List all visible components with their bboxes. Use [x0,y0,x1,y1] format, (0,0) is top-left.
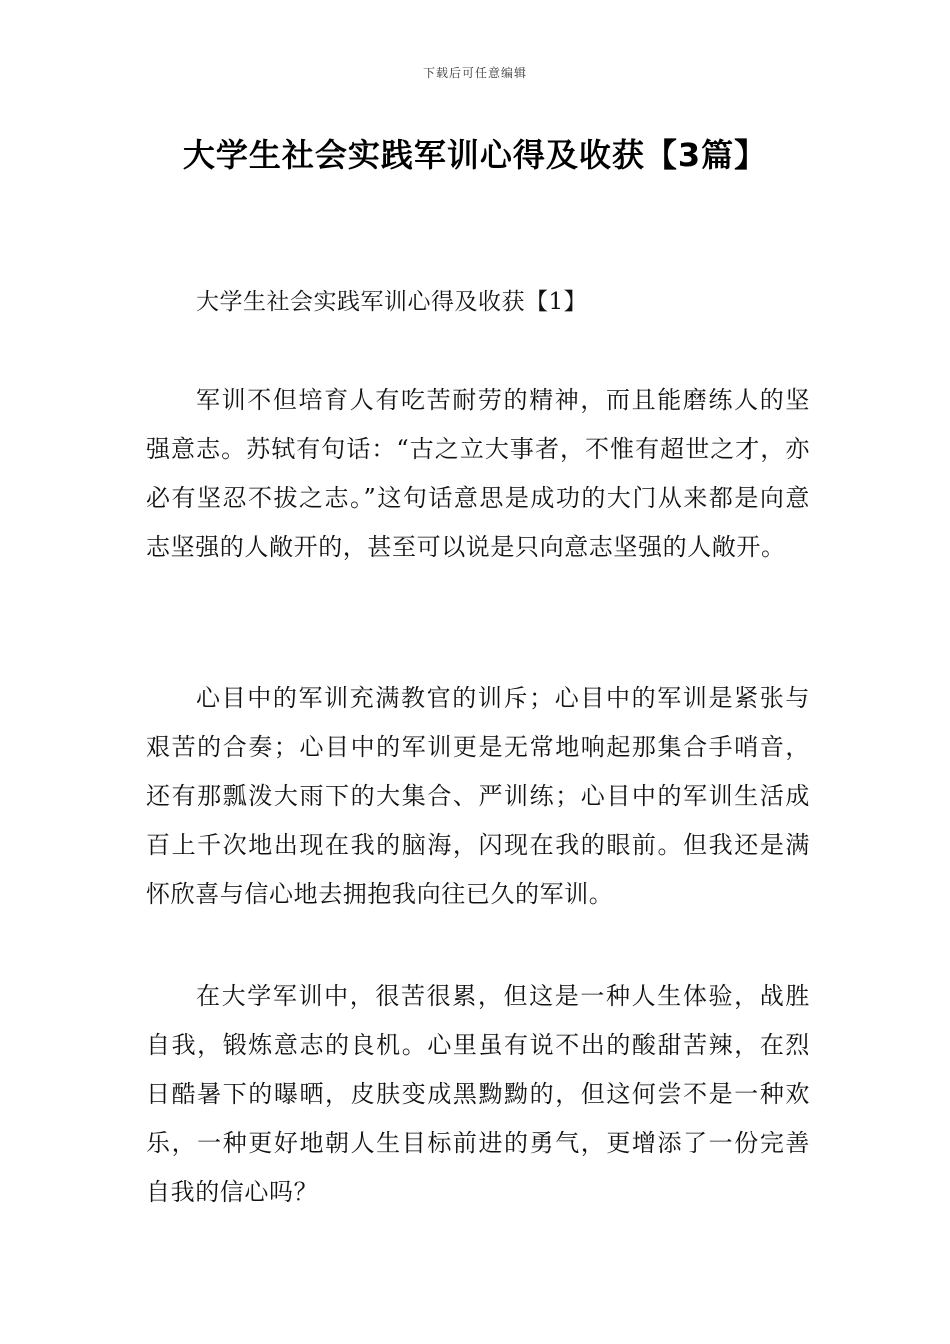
body-paragraph-2: 心目中的军训充满教官的训斥；心目中的军训是紧张与艰苦的合奏；心目中的军训更是无常地响起那集合手哨音，还有那瓢泼大雨下的大集合、严训练；心目中的军训生活成百上千次地出现在我的脑海，闪现在我的眼前。但我还是满怀欣喜与信心地去拥抱我向往已久的军训。 [146,684,810,908]
body-paragraph-1: 军训不但培育人有吃苦耐劳的精神，而且能磨练人的坚强意志。苏轼有句话：“古之立大事者，不惟有超世之才，亦必有坚忍不拔之志。”这句话意思是成功的大门从来都是向意志坚强的人敞开的，甚至可以说是只向意志坚强的人敞开。 [146,386,810,561]
body-paragraph-3: 在大学军训中，很苦很累，但这是一种人生体验，战胜自我，锻炼意志的良机。心里虽有说不出的酸甜苦辣，在烈日酷暑下的曝晒，皮肤变成黑黝黝的，但这何尝不是一种欢乐，一种更好地朝人生目标前进的勇气，更增添了一份完善自我的信心吗？ [146,982,810,1206]
header-note: 下载后可任意编辑 [422,66,527,80]
section-heading: 大学生社会实践军训心得及收获【1】 [196,289,588,315]
document-title: 大学生社会实践军训心得及收获【3篇】 [182,136,768,174]
